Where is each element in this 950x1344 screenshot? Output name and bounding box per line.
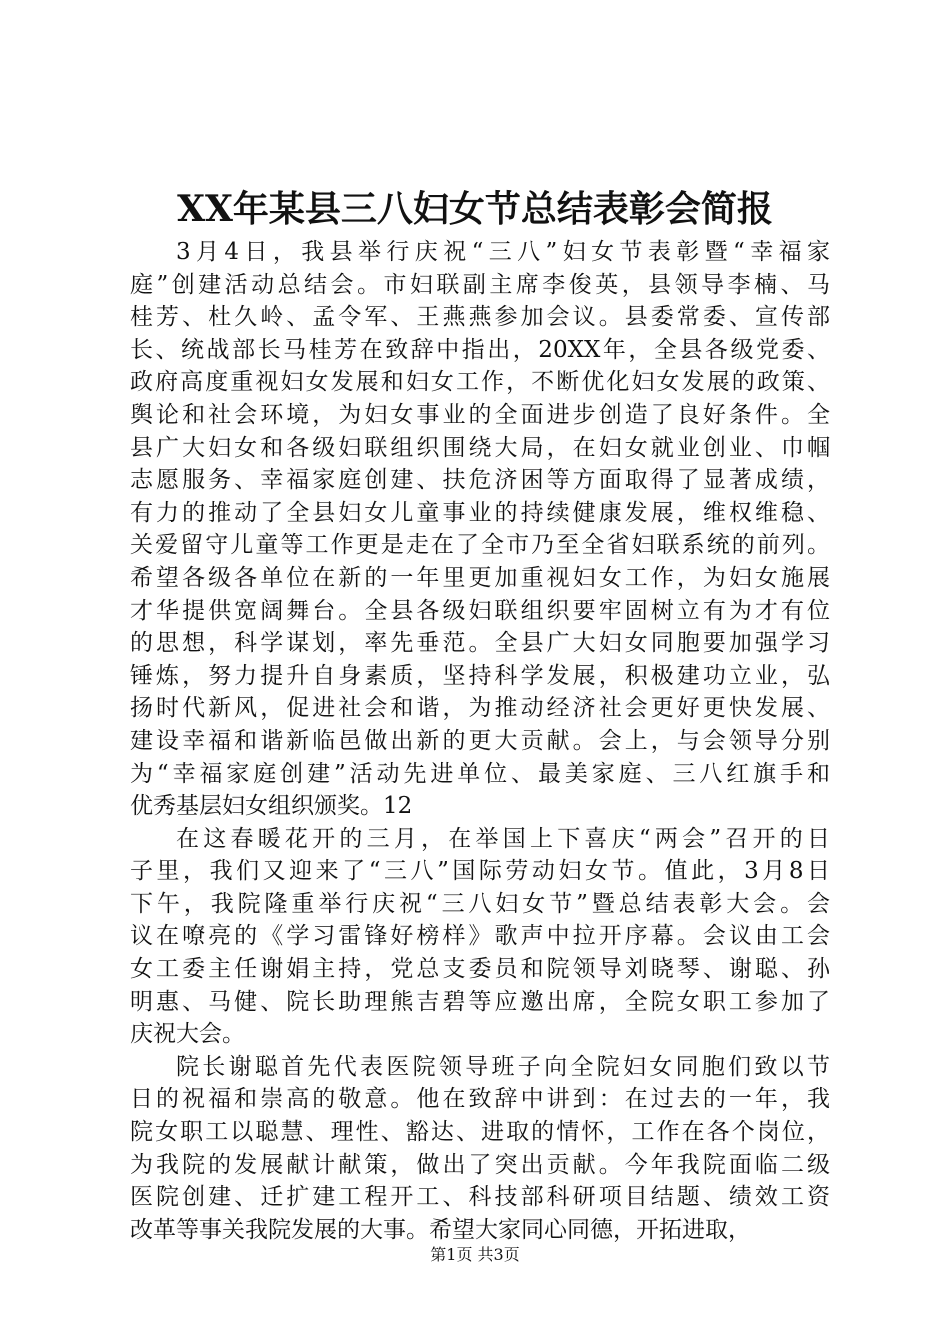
text-line: 的思想，科学谋划，率先垂范。全县广大妇女同胞要加强学习 xyxy=(130,630,830,657)
text-line: 下午，我院隆重举行庆祝“三八妇女节”暨总结表彰大会。会 xyxy=(130,890,830,917)
text-line: 才华提供宽阔舞台。全县各级妇联组织要牢固树立有为才有位 xyxy=(130,597,830,624)
text-line: 有力的推动了全县妇女儿童事业的持续健康发展，维权维稳、 xyxy=(130,499,830,526)
text-line: 锤炼，努力提升自身素质，坚持科学发展，积极建功立业，弘 xyxy=(130,662,830,689)
text-line: 庭”创建活动总结会。市妇联副主席李俊英，县领导李楠、马 xyxy=(130,271,830,298)
text-line: 舆论和社会环境，为妇女事业的全面进步创造了良好条件。全 xyxy=(130,401,830,428)
paragraph xyxy=(130,823,830,1051)
text-line: 医院创建、迁扩建工程开工、科技部科研项目结题、绩效工资 xyxy=(130,1184,830,1211)
text-line: 希望各级各单位在新的一年里更加重视妇女工作，为妇女施展 xyxy=(130,564,830,591)
text-line: 3月4日，我县举行庆祝“三八”妇女节表彰暨“幸福家 xyxy=(176,239,830,265)
text-line: 议在嘹亮的《学习雷锋好榜样》歌声中拉开序幕。会议由工会 xyxy=(130,923,830,950)
text-line: 长、统战部长马桂芳在致辞中指出，20XX年，全县各级党委、 xyxy=(130,336,830,363)
text-line: 为“幸福家庭创建”活动先进单位、最美家庭、三八红旗手和 xyxy=(130,760,830,787)
text-line: 志愿服务、幸福家庭创建、扶危济困等方面取得了显著成绩， xyxy=(130,467,830,494)
text-line: 政府高度重视妇女发展和妇女工作，不断优化妇女发展的政策、 xyxy=(130,369,830,396)
text-line: 院女职工以聪慧、理性、豁达、进取的情怀，工作在各个岗位， xyxy=(130,1119,830,1146)
text-line: 在这春暖花开的三月，在举国上下喜庆“两会”召开的日 xyxy=(176,825,830,852)
text-line: 关爱留守儿童等工作更是走在了全市乃至全省妇联系统的前列。 xyxy=(130,532,830,559)
page-footer: 第1页 共3页 xyxy=(430,1245,520,1264)
text-line: 为我院的发展献计献策，做出了突出贡献。今年我院面临二级 xyxy=(130,1151,830,1178)
text-line: 子里，我们又迎来了“三八”国际劳动妇女节。值此，3月8日 xyxy=(130,858,830,885)
paragraph xyxy=(130,1051,830,1247)
text-line: 女工委主任谢娟主持，党总支委员和院领导刘晓琴、谢聪、孙 xyxy=(130,956,830,983)
document-body xyxy=(130,236,830,1246)
document-title: XX年某县三八妇女节总结表彰会简报 xyxy=(177,188,773,230)
text-line: 日的祝福和崇高的敬意。他在致辞中讲到：在过去的一年，我 xyxy=(130,1086,830,1113)
text-line: 桂芳、杜久岭、孟令军、王燕燕参加会议。县委常委、宣传部 xyxy=(130,304,830,331)
text-line: 庆祝大会。 xyxy=(130,1021,245,1048)
text-line: 明惠、马健、院长助理熊吉碧等应邀出席，全院女职工参加了 xyxy=(130,988,830,1015)
text-line: 优秀基层妇女组织颁奖。12 xyxy=(130,793,413,820)
text-line: 院长谢聪首先代表医院领导班子向全院妇女同胞们致以节 xyxy=(176,1053,830,1080)
text-line: 建设幸福和谐新临邑做出新的更大贡献。会上，与会领导分别 xyxy=(130,727,830,754)
paragraph xyxy=(130,236,830,823)
text-line: 扬时代新风，促进社会和谐，为推动经济社会更好更快发展、 xyxy=(130,695,830,722)
text-line: 县广大妇女和各级妇联组织围绕大局，在妇女就业创业、巾帼 xyxy=(130,434,830,461)
text-line: 改革等事关我院发展的大事。希望大家同心同德，开拓进取， xyxy=(130,1216,751,1243)
